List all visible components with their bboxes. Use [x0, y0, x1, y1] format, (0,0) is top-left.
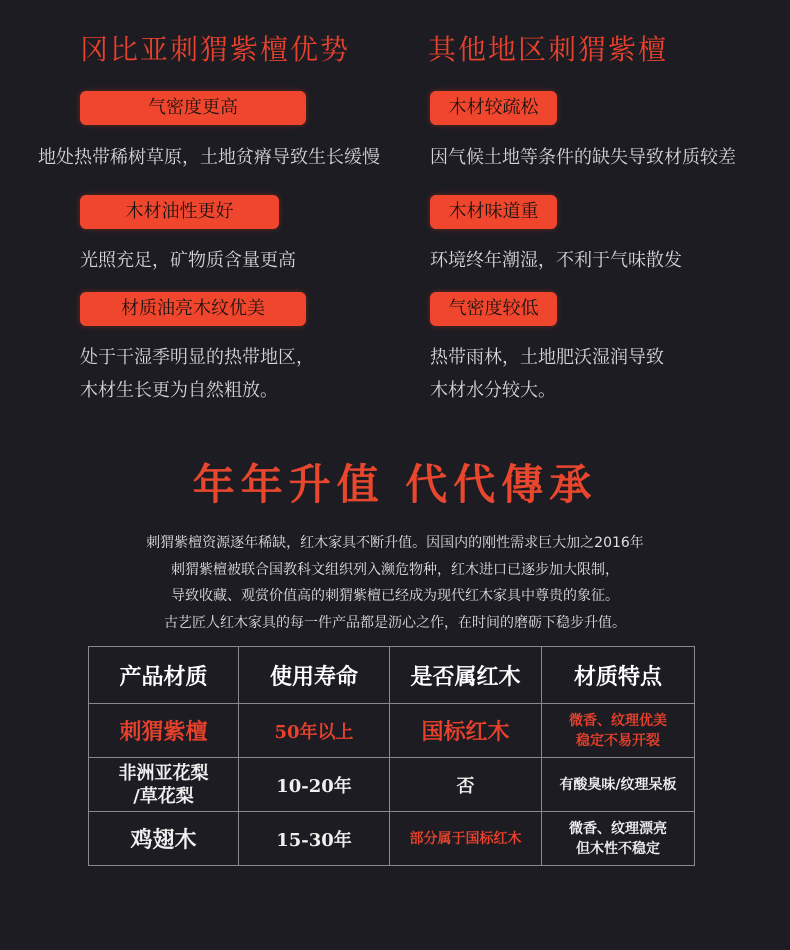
- feature-line: 微香、纹理漂亮: [569, 820, 667, 837]
- cell-features: 有酸臭味/纹理呆板: [542, 758, 695, 812]
- paragraph-line: 刺猬紫檀被联合国教科文组织列入濒危物种，红木进口已逐步加大限制，: [171, 561, 619, 578]
- feature-line: 稳定不易开裂: [576, 732, 660, 749]
- material-line: 非洲亚花梨: [118, 762, 209, 784]
- tag-strong-odor: 木材味道重: [430, 195, 557, 229]
- material-line: /草花梨: [133, 785, 194, 807]
- desc-glossy-grain-line2: 木材生长更为自然粗放。: [80, 380, 278, 401]
- header-lifespan: 使用寿命: [239, 647, 390, 704]
- desc-strong-odor: 环境终年潮湿，不利于气味散发: [430, 250, 682, 271]
- cell-lifespan: 10-20年: [239, 758, 390, 812]
- tag-glossy-grain: 材质油亮木纹优美: [80, 292, 306, 326]
- tag-loose-wood: 木材较疏松: [430, 91, 557, 125]
- table-row: [89, 758, 695, 812]
- feature-line: 微香、纹理优美: [569, 712, 667, 729]
- cell-features: [542, 704, 695, 758]
- tag-better-oil: 木材油性更好: [80, 195, 279, 229]
- desc-loose-wood: 因气候土地等条件的缺失导致材质较差: [430, 147, 736, 168]
- desc-lower-density-line2: 木材水分较大。: [430, 380, 556, 401]
- header-material: 产品材质: [89, 647, 239, 704]
- header-is-redwood: 是否属红木: [390, 647, 542, 704]
- cell-material: 鸡翅木: [89, 812, 239, 866]
- cell-redwood: 否: [390, 758, 542, 812]
- slogan-title: 年年升值 代代傳承: [192, 460, 598, 509]
- cell-lifespan: 50年以上: [239, 704, 390, 758]
- desc-higher-density: 地处热带稀树草原，土地贫瘠导致生长缓慢: [38, 147, 380, 168]
- right-heading: 其他地区刺猬紫檀: [428, 33, 669, 66]
- feature-line: 但木性不稳定: [576, 840, 660, 857]
- intro-paragraph: [0, 530, 790, 636]
- desc-glossy-grain-line1: 处于干湿季明显的热带地区，: [80, 347, 314, 368]
- header-features: 材质特点: [542, 647, 695, 704]
- tag-lower-density: 气密度较低: [430, 292, 557, 326]
- left-heading: 冈比亚刺猬紫檀优势: [80, 33, 351, 66]
- table-row: [89, 704, 695, 758]
- cell-lifespan: 15-30年: [239, 812, 390, 866]
- cell-material: 刺猬紫檀: [89, 704, 239, 758]
- paragraph-line: 古艺匠人红木家具的每一件产品都是沥心之作，在时间的磨砺下稳步升值。: [164, 614, 626, 631]
- desc-lower-density-line1: 热带雨林，土地肥沃湿润导致: [430, 347, 664, 368]
- desc-better-oil: 光照充足，矿物质含量更高: [80, 250, 296, 271]
- tag-higher-density: 气密度更高: [80, 91, 306, 125]
- table-header-row: [89, 647, 695, 704]
- cell-redwood: 国标红木: [390, 704, 542, 758]
- cell-features: [542, 812, 695, 866]
- paragraph-line: 刺猬紫檀资源逐年稀缺，红木家具不断升值。因国内的刚性需求巨大加之2016年: [146, 535, 644, 551]
- cell-material: [89, 758, 239, 812]
- table-row: [89, 812, 695, 866]
- cell-redwood: 部分属于国标红木: [390, 812, 542, 866]
- comparison-table: [88, 646, 695, 866]
- paragraph-line: 导致收藏、观赏价值高的刺猬紫檀已经成为现代红木家具中尊贵的象征。: [171, 588, 619, 604]
